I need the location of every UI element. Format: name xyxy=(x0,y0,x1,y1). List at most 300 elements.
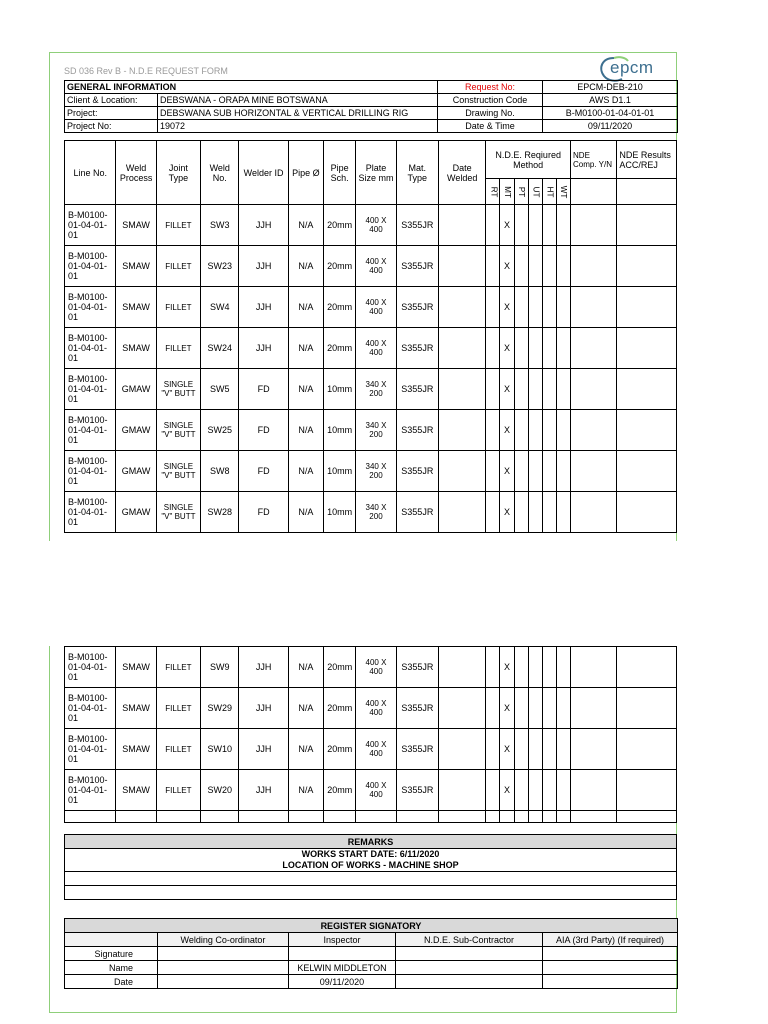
table-row xyxy=(65,647,677,688)
cell-pipe-sch: 20mm xyxy=(324,688,356,729)
cell-weld-no: SW5 xyxy=(201,369,239,410)
cell-pipe-sch: 20mm xyxy=(324,287,356,328)
inspector-signature-field[interactable] xyxy=(289,947,396,961)
cell-date-welded xyxy=(438,205,485,246)
col-line-no: Line No. xyxy=(65,141,116,205)
remarks-box xyxy=(64,834,677,900)
cell-ht xyxy=(542,688,556,729)
cell-wt xyxy=(556,647,570,688)
cell-welder-id: FD xyxy=(239,492,288,533)
table-row xyxy=(65,287,677,328)
method-pt: PT xyxy=(514,179,528,205)
cell-pt xyxy=(514,410,528,451)
cell-rt xyxy=(486,770,500,811)
cell-rt xyxy=(486,688,500,729)
cell-pt xyxy=(514,246,528,287)
col-nde-method: N.D.E. Reqiured Method xyxy=(486,141,571,179)
cell-weld-process: GMAW xyxy=(116,451,156,492)
col-weld-process: Weld Process xyxy=(116,141,156,205)
aia-name-field[interactable] xyxy=(543,961,678,975)
cell-welder-id: JJH xyxy=(239,647,288,688)
cell-ht xyxy=(542,246,556,287)
cell-mat-type: S355JR xyxy=(396,492,438,533)
cell-joint-type: FILLET xyxy=(156,770,200,811)
method-rt: RT xyxy=(486,179,500,205)
cell-mt: X xyxy=(500,451,514,492)
cell-nde-results xyxy=(617,647,677,688)
cell-weld-no: SW29 xyxy=(201,688,239,729)
cell-wt xyxy=(556,369,570,410)
cell-pt xyxy=(514,647,528,688)
cell-ht xyxy=(542,287,556,328)
cell-date-welded xyxy=(438,287,485,328)
cell-ht xyxy=(542,205,556,246)
cell-date-welded xyxy=(438,246,485,287)
cell-weld-no: SW4 xyxy=(201,287,239,328)
cell-ht xyxy=(542,647,556,688)
cell-pipe-sch: 20mm xyxy=(324,205,356,246)
col-pipe-dia: Pipe Ø xyxy=(288,141,323,205)
cell-welder-id: JJH xyxy=(239,287,288,328)
cell-pipe-sch: 20mm xyxy=(324,647,356,688)
register-col-aia: AIA (3rd Party) (If required) xyxy=(543,933,678,947)
cell-mt: X xyxy=(500,328,514,369)
empty-row xyxy=(65,811,677,823)
table-row xyxy=(65,688,677,729)
cell-wt xyxy=(556,770,570,811)
inspector-name-field[interactable]: KELWIN MIDDLETON xyxy=(289,961,396,975)
cell-ut xyxy=(528,287,542,328)
cell-plate-size: 340 X 200 xyxy=(356,492,396,533)
cell-wt xyxy=(556,729,570,770)
register-row-name: Name xyxy=(65,961,158,975)
cell-date-welded xyxy=(439,729,486,770)
cell-mt: X xyxy=(500,729,514,770)
cell-weld-process: SMAW xyxy=(116,688,156,729)
cell-weld-no: SW9 xyxy=(201,647,239,688)
cell-weld-no: SW28 xyxy=(201,492,239,533)
nde-comp-blank xyxy=(571,179,617,205)
method-ht: HT xyxy=(542,179,556,205)
register-signatory-table xyxy=(64,918,678,989)
cell-line-no: B-M0100-01-04-01-01 xyxy=(65,410,116,451)
cell-pipe-dia: N/A xyxy=(288,287,323,328)
cell-nde-results xyxy=(617,729,677,770)
cell-ut xyxy=(528,729,542,770)
cell-wt xyxy=(556,328,570,369)
weld-rows-page-2 xyxy=(65,647,677,811)
cell-weld-process: SMAW xyxy=(116,246,156,287)
cell-weld-process: GMAW xyxy=(116,410,156,451)
table-row xyxy=(65,729,677,770)
cell-weld-process: SMAW xyxy=(116,287,156,328)
cell-pipe-sch: 20mm xyxy=(324,770,356,811)
register-col-coordinator: Welding Co-ordinator xyxy=(158,933,289,947)
nde-results-blank xyxy=(617,179,677,205)
cell-weld-process: GMAW xyxy=(116,492,156,533)
cell-date-welded xyxy=(438,328,485,369)
cell-welder-id: FD xyxy=(239,410,288,451)
cell-pipe-sch: 10mm xyxy=(324,410,356,451)
cell-welder-id: JJH xyxy=(239,246,288,287)
cell-pipe-dia: N/A xyxy=(288,451,323,492)
cell-ut xyxy=(528,246,542,287)
cell-ut xyxy=(528,410,542,451)
cell-pipe-sch: 20mm xyxy=(324,328,356,369)
cell-ht xyxy=(542,729,556,770)
col-nde-comp: NDE Comp. Y/N xyxy=(571,141,617,179)
cell-mat-type: S355JR xyxy=(396,246,438,287)
cell-nde-comp xyxy=(571,205,617,246)
table-row xyxy=(65,246,677,287)
cell-weld-process: SMAW xyxy=(116,647,156,688)
cell-plate-size: 400 X 400 xyxy=(356,246,396,287)
col-plate-size: Plate Size mm xyxy=(356,141,396,205)
cell-line-no: B-M0100-01-04-01-01 xyxy=(65,205,116,246)
cell-joint-type: FILLET xyxy=(156,205,200,246)
cell-ut xyxy=(528,492,542,533)
drawing-no-label: Drawing No. xyxy=(438,107,543,120)
cell-plate-size: 400 X 400 xyxy=(356,647,396,688)
project-label: Project: xyxy=(65,107,158,120)
cell-nde-results xyxy=(617,246,677,287)
table-row xyxy=(65,451,677,492)
general-information-table xyxy=(64,80,678,133)
form-reference: SD 036 Rev B - N.D.E REQUEST FORM xyxy=(64,66,228,76)
remarks-heading: REMARKS xyxy=(65,835,677,849)
date-time-value: 09/11/2020 xyxy=(543,120,678,133)
remarks-blank-2 xyxy=(65,886,677,900)
cell-ht xyxy=(542,328,556,369)
table-row xyxy=(65,770,677,811)
col-nde-results: NDE Results ACC/REJ xyxy=(617,141,677,179)
cell-rt xyxy=(486,492,500,533)
cell-mat-type: S355JR xyxy=(396,369,438,410)
drawing-no-value: B-M0100-01-04-01-01 xyxy=(543,107,678,120)
cell-weld-no: SW24 xyxy=(201,328,239,369)
cell-welder-id: JJH xyxy=(239,328,288,369)
cell-nde-comp xyxy=(571,328,617,369)
weld-table-page-1 xyxy=(64,140,677,533)
cell-plate-size: 340 X 200 xyxy=(356,369,396,410)
cell-welder-id: FD xyxy=(239,451,288,492)
cell-joint-type: FILLET xyxy=(156,647,200,688)
cell-mat-type: S355JR xyxy=(396,688,438,729)
general-information-heading: GENERAL INFORMATION xyxy=(65,81,438,94)
cell-date-welded xyxy=(439,770,486,811)
table-row xyxy=(65,369,677,410)
cell-mat-type: S355JR xyxy=(396,729,438,770)
cell-mt: X xyxy=(500,369,514,410)
cell-mat-type: S355JR xyxy=(396,770,438,811)
cell-pipe-sch: 20mm xyxy=(324,246,356,287)
cell-pipe-dia: N/A xyxy=(288,492,323,533)
cell-ht xyxy=(542,492,556,533)
cell-pt xyxy=(514,287,528,328)
cell-nde-comp xyxy=(571,287,617,328)
cell-plate-size: 400 X 400 xyxy=(356,770,396,811)
cell-mt: X xyxy=(500,688,514,729)
cell-nde-results xyxy=(617,492,677,533)
register-col-inspector: Inspector xyxy=(289,933,396,947)
cell-pipe-dia: N/A xyxy=(288,729,323,770)
cell-pt xyxy=(514,328,528,369)
register-col-subcontractor: N.D.E. Sub-Contractor xyxy=(396,933,543,947)
aia-date-field[interactable] xyxy=(543,975,678,989)
cell-weld-no: SW10 xyxy=(201,729,239,770)
cell-rt xyxy=(486,451,500,492)
cell-weld-process: SMAW xyxy=(116,770,156,811)
cell-rt xyxy=(486,205,500,246)
cell-mat-type: S355JR xyxy=(396,451,438,492)
cell-nde-results xyxy=(617,287,677,328)
cell-date-welded xyxy=(438,451,485,492)
cell-mt: X xyxy=(500,647,514,688)
cell-nde-results xyxy=(617,328,677,369)
cell-rt xyxy=(486,729,500,770)
col-mat-type: Mat. Type xyxy=(396,141,438,205)
cell-joint-type: FILLET xyxy=(156,328,200,369)
project-no-label: Project No: xyxy=(65,120,158,133)
cell-pt xyxy=(514,369,528,410)
cell-plate-size: 340 X 200 xyxy=(356,451,396,492)
table-row xyxy=(65,328,677,369)
cell-date-welded xyxy=(439,647,486,688)
cell-pipe-dia: N/A xyxy=(288,647,323,688)
inspector-date-field[interactable]: 09/11/2020 xyxy=(289,975,396,989)
cell-ht xyxy=(542,451,556,492)
col-date-welded: Date Welded xyxy=(438,141,485,205)
cell-rt xyxy=(486,647,500,688)
method-mt: MT xyxy=(500,179,514,205)
cell-mt: X xyxy=(500,492,514,533)
register-heading: REGISTER SIGNATORY xyxy=(65,919,678,933)
cell-line-no: B-M0100-01-04-01-01 xyxy=(65,729,116,770)
cell-pipe-dia: N/A xyxy=(288,688,323,729)
client-location-label: Client & Location: xyxy=(65,94,158,107)
register-corner xyxy=(65,933,158,947)
cell-weld-process: SMAW xyxy=(116,328,156,369)
col-pipe-sch: Pipe Sch. xyxy=(324,141,356,205)
cell-pt xyxy=(514,770,528,811)
remarks-text xyxy=(65,849,677,872)
cell-welder-id: JJH xyxy=(239,770,288,811)
cell-joint-type: SINGLE "V" BUTT xyxy=(156,410,200,451)
cell-nde-comp xyxy=(571,451,617,492)
request-no-value: EPCM-DEB-210 xyxy=(543,81,678,94)
cell-weld-process: SMAW xyxy=(116,205,156,246)
cell-ut xyxy=(528,770,542,811)
cell-line-no: B-M0100-01-04-01-01 xyxy=(65,287,116,328)
cell-wt xyxy=(556,451,570,492)
method-wt: WT xyxy=(556,179,570,205)
cell-pipe-dia: N/A xyxy=(288,770,323,811)
cell-pipe-sch: 10mm xyxy=(324,492,356,533)
register-row-date: Date xyxy=(65,975,158,989)
cell-line-no: B-M0100-01-04-01-01 xyxy=(65,246,116,287)
cell-ht xyxy=(542,770,556,811)
cell-nde-comp xyxy=(571,369,617,410)
cell-plate-size: 400 X 400 xyxy=(356,328,396,369)
cell-weld-no: SW8 xyxy=(201,451,239,492)
cell-nde-comp xyxy=(571,647,617,688)
cell-mat-type: S355JR xyxy=(396,287,438,328)
method-ut: UT xyxy=(528,179,542,205)
cell-nde-results xyxy=(617,770,677,811)
cell-plate-size: 400 X 400 xyxy=(356,205,396,246)
register-row-signature: Signature xyxy=(65,947,158,961)
cell-line-no: B-M0100-01-04-01-01 xyxy=(65,770,116,811)
construction-code-value: AWS D1.1 xyxy=(543,94,678,107)
subcontractor-name-field[interactable] xyxy=(396,961,543,975)
cell-pipe-dia: N/A xyxy=(288,328,323,369)
cell-date-welded xyxy=(439,688,486,729)
cell-mat-type: S355JR xyxy=(396,647,438,688)
cell-date-welded xyxy=(438,410,485,451)
cell-rt xyxy=(486,410,500,451)
cell-joint-type: SINGLE "V" BUTT xyxy=(156,492,200,533)
cell-pt xyxy=(514,729,528,770)
cell-joint-type: SINGLE "V" BUTT xyxy=(156,369,200,410)
table-row xyxy=(65,492,677,533)
cell-joint-type: SINGLE "V" BUTT xyxy=(156,451,200,492)
cell-wt xyxy=(556,688,570,729)
cell-weld-no: SW3 xyxy=(201,205,239,246)
cell-line-no: B-M0100-01-04-01-01 xyxy=(65,369,116,410)
cell-ht xyxy=(542,410,556,451)
cell-ut xyxy=(528,328,542,369)
cell-mat-type: S355JR xyxy=(396,205,438,246)
table-row xyxy=(65,410,677,451)
cell-pt xyxy=(514,451,528,492)
cell-pipe-sch: 10mm xyxy=(324,451,356,492)
cell-rt xyxy=(486,287,500,328)
cell-weld-process: GMAW xyxy=(116,369,156,410)
cell-rt xyxy=(486,246,500,287)
cell-weld-no: SW25 xyxy=(201,410,239,451)
cell-pipe-sch: 10mm xyxy=(324,369,356,410)
cell-line-no: B-M0100-01-04-01-01 xyxy=(65,647,116,688)
construction-code-label: Construction Code xyxy=(438,94,543,107)
table-row xyxy=(65,205,677,246)
cell-nde-results xyxy=(617,205,677,246)
cell-joint-type: FILLET xyxy=(156,246,200,287)
coordinator-name-field[interactable] xyxy=(158,961,289,975)
cell-mat-type: S355JR xyxy=(396,328,438,369)
cell-date-welded xyxy=(438,369,485,410)
cell-ut xyxy=(528,205,542,246)
cell-wt xyxy=(556,287,570,328)
cell-date-welded xyxy=(438,492,485,533)
weld-table-page-2 xyxy=(64,646,677,823)
cell-wt xyxy=(556,410,570,451)
coordinator-signature-field[interactable] xyxy=(158,947,289,961)
cell-wt xyxy=(556,492,570,533)
cell-welder-id: JJH xyxy=(239,688,288,729)
date-time-label: Date & Time xyxy=(438,120,543,133)
cell-mt: X xyxy=(500,205,514,246)
cell-ut xyxy=(528,451,542,492)
cell-pt xyxy=(514,688,528,729)
cell-plate-size: 400 X 400 xyxy=(356,688,396,729)
cell-nde-comp xyxy=(571,729,617,770)
col-joint-type: Joint Type xyxy=(156,141,200,205)
cell-rt xyxy=(486,369,500,410)
remarks-line-2: LOCATION OF WORKS - MACHINE SHOP xyxy=(282,860,459,870)
cell-nde-results xyxy=(617,688,677,729)
cell-mt: X xyxy=(500,410,514,451)
cell-pipe-sch: 20mm xyxy=(324,729,356,770)
cell-weld-process: SMAW xyxy=(116,729,156,770)
cell-wt xyxy=(556,205,570,246)
project-no-value: 19072 xyxy=(158,120,438,133)
cell-weld-no: SW23 xyxy=(201,246,239,287)
cell-plate-size: 400 X 400 xyxy=(356,287,396,328)
remarks-blank-1 xyxy=(65,872,677,886)
col-weld-no: Weld No. xyxy=(201,141,239,205)
cell-nde-results xyxy=(617,369,677,410)
request-no-label: Request No: xyxy=(438,81,543,94)
aia-signature-field[interactable] xyxy=(543,947,678,961)
weld-rows-page-1 xyxy=(65,205,677,533)
cell-rt xyxy=(486,328,500,369)
cell-joint-type: FILLET xyxy=(156,729,200,770)
cell-line-no: B-M0100-01-04-01-01 xyxy=(65,688,116,729)
cell-plate-size: 400 X 400 xyxy=(356,729,396,770)
cell-ut xyxy=(528,369,542,410)
remarks-line-1: WORKS START DATE: 6/11/2020 xyxy=(301,849,440,859)
cell-plate-size: 340 X 200 xyxy=(356,410,396,451)
cell-mt: X xyxy=(500,246,514,287)
project-value: DEBSWANA SUB HORIZONTAL & VERTICAL DRILLING RIG xyxy=(158,107,438,120)
cell-nde-comp xyxy=(571,246,617,287)
col-welder-id: Welder ID xyxy=(239,141,288,205)
cell-mat-type: S355JR xyxy=(396,410,438,451)
cell-mt: X xyxy=(500,287,514,328)
cell-welder-id: FD xyxy=(239,369,288,410)
cell-weld-no: SW20 xyxy=(201,770,239,811)
coordinator-date-field[interactable] xyxy=(158,975,289,989)
cell-line-no: B-M0100-01-04-01-01 xyxy=(65,492,116,533)
cell-line-no: B-M0100-01-04-01-01 xyxy=(65,451,116,492)
cell-pipe-dia: N/A xyxy=(288,205,323,246)
cell-joint-type: FILLET xyxy=(156,287,200,328)
cell-nde-comp xyxy=(571,770,617,811)
subcontractor-signature-field[interactable] xyxy=(396,947,543,961)
cell-welder-id: JJH xyxy=(239,729,288,770)
cell-ut xyxy=(528,647,542,688)
cell-pipe-dia: N/A xyxy=(288,246,323,287)
cell-pt xyxy=(514,492,528,533)
cell-mt: X xyxy=(500,770,514,811)
cell-welder-id: JJH xyxy=(239,205,288,246)
cell-wt xyxy=(556,246,570,287)
client-location-value: DEBSWANA - ORAPA MINE BOTSWANA xyxy=(158,94,438,107)
cell-nde-results xyxy=(617,451,677,492)
cell-nde-results xyxy=(617,410,677,451)
subcontractor-date-field[interactable] xyxy=(396,975,543,989)
cell-ut xyxy=(528,688,542,729)
cell-joint-type: FILLET xyxy=(156,688,200,729)
cell-line-no: B-M0100-01-04-01-01 xyxy=(65,328,116,369)
cell-ht xyxy=(542,369,556,410)
cell-nde-comp xyxy=(571,492,617,533)
cell-pt xyxy=(514,205,528,246)
logo-text: epcm xyxy=(610,58,654,77)
cell-nde-comp xyxy=(571,410,617,451)
cell-pipe-dia: N/A xyxy=(288,369,323,410)
cell-pipe-dia: N/A xyxy=(288,410,323,451)
